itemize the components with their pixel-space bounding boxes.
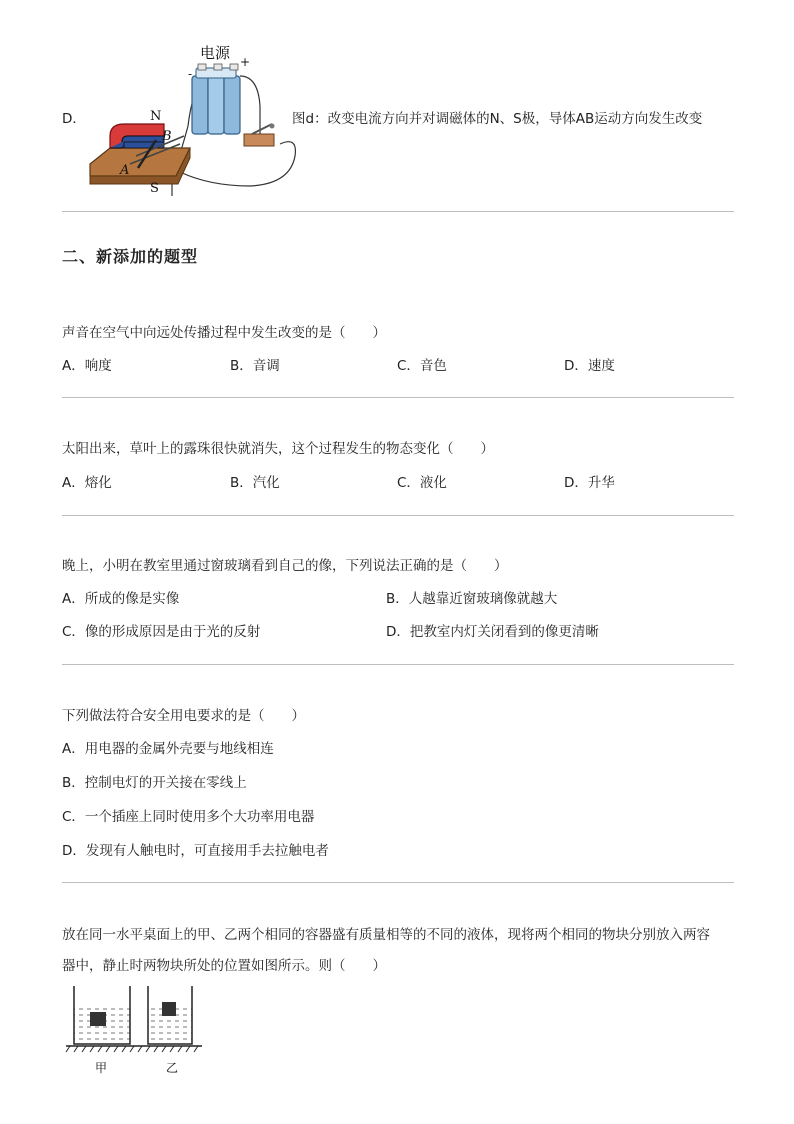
wire-right xyxy=(240,76,260,134)
divider xyxy=(62,882,734,883)
horseshoe-magnet-icon xyxy=(110,124,164,148)
motor-circuit-figure xyxy=(80,36,300,198)
option-d-label: D． xyxy=(62,111,86,127)
label-yi: 乙 xyxy=(166,1061,179,1075)
battery-icon xyxy=(192,64,240,134)
minus-sign: - xyxy=(188,67,193,81)
q1-option-b[interactable]: B．音调 xyxy=(230,358,280,374)
question-1-stem: 声音在空气中向远处传播过程中发生改变的是（ ） xyxy=(62,325,386,341)
q4-option-c[interactable]: C．一个插座上同时使用多个大功率用电器 xyxy=(62,809,315,825)
q3-option-b[interactable]: B．人越靠近窗玻璃像就越大 xyxy=(386,591,558,607)
question-4-stem: 下列做法符合安全用电要求的是（ ） xyxy=(62,708,305,724)
wooden-base-icon xyxy=(90,148,190,176)
table-hatching xyxy=(66,1046,198,1052)
q2-option-d[interactable]: D．升华 xyxy=(564,475,615,491)
q4-option-b[interactable]: B．控制电灯的开关接在零线上 xyxy=(62,775,247,791)
block-yi xyxy=(162,1002,176,1016)
a-label: A xyxy=(120,163,130,178)
b-label: B xyxy=(162,129,172,144)
plus-sign: + xyxy=(240,55,251,69)
divider xyxy=(62,664,734,665)
question-2-stem: 太阳出来，草叶上的露珠很快就消失，这个过程发生的物态变化（ ） xyxy=(62,441,494,457)
question-3-stem: 晚上，小明在教室里通过窗玻璃看到自己的像，下列说法正确的是（ ） xyxy=(62,558,508,574)
n-pole-label: N xyxy=(150,109,162,124)
figure-caption: 图d：改变电流方向并对调磁体的N、S极，导体AB运动方向发生改变 xyxy=(292,111,703,127)
q3-option-c[interactable]: C．像的形成原因是由于光的反射 xyxy=(62,624,261,640)
q1-option-c[interactable]: C．音色 xyxy=(397,358,447,374)
divider xyxy=(62,211,734,212)
q2-option-a[interactable]: A．熔化 xyxy=(62,475,112,491)
s-pole-label: S xyxy=(150,181,159,196)
containers-figure xyxy=(62,982,206,1078)
block-jia xyxy=(90,1012,106,1026)
container-jia xyxy=(74,986,130,1044)
q1-option-d[interactable]: D．速度 xyxy=(564,358,615,374)
q3-option-a[interactable]: A．所成的像是实像 xyxy=(62,591,180,607)
question-5-stem-line1: 放在同一水平桌面上的甲、乙两个相同的容器盛有质量相等的不同的液体，现将两个相同的物块分别放入两容 xyxy=(62,927,710,943)
container-yi xyxy=(148,986,192,1044)
q4-option-d[interactable]: D．发现有人触电时，可直接用手去拉触电者 xyxy=(62,843,329,859)
q2-option-b[interactable]: B．汽化 xyxy=(230,475,280,491)
question-5-stem-line2: 器中，静止时两物块所处的位置如图所示。则（ ） xyxy=(62,958,386,974)
wire-bottom xyxy=(180,142,295,186)
power-label: 电源 xyxy=(200,44,231,62)
divider xyxy=(62,515,734,516)
divider xyxy=(62,397,734,398)
section-title: 二、新添加的题型 xyxy=(62,247,199,266)
q3-option-d[interactable]: D．把教室内灯关闭看到的像更清晰 xyxy=(386,624,599,640)
q1-option-a[interactable]: A．响度 xyxy=(62,358,112,374)
q4-option-a[interactable]: A．用电器的金属外壳要与地线相连 xyxy=(62,741,274,757)
switch-icon xyxy=(244,124,275,147)
label-jia: 甲 xyxy=(95,1061,108,1075)
q2-option-c[interactable]: C．液化 xyxy=(397,475,447,491)
